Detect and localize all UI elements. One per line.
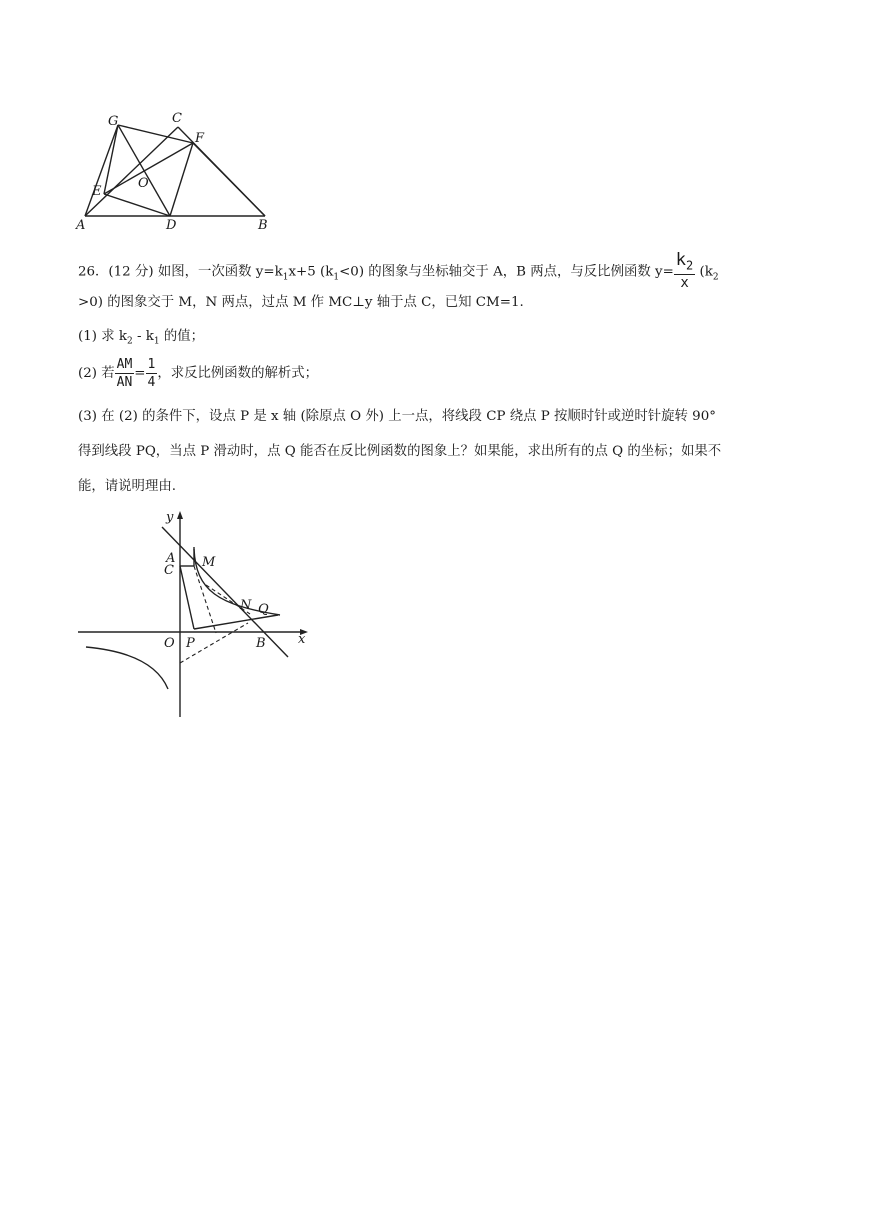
q1-text-a: (1) 求 k (78, 329, 127, 344)
fraction-numerator: k (675, 250, 687, 270)
q2-text-a: (2) 若 (78, 366, 115, 381)
fraction-am: AM (116, 357, 133, 372)
q1-subscript-1: 1 (153, 336, 160, 347)
segment-cp (180, 566, 194, 629)
fraction-four: 4 (147, 375, 156, 390)
q1-text-c: 的值； (159, 329, 205, 344)
line-ab (162, 527, 288, 657)
hyperbola-branch-2 (86, 647, 168, 689)
label-c2: C (164, 563, 174, 578)
question-1 (78, 328, 204, 351)
label-b2: B (256, 636, 266, 651)
fraction-one: 1 (147, 357, 156, 372)
segment-gf (118, 125, 193, 143)
question-3-line-1: (3) 在 (2) 的条件下，设点 P 是 x 轴 (除原点 O 外) 上一点，将线段 CP 绕点 P 按顺时针或逆时针旋转 90° (78, 409, 716, 424)
label-o: O (138, 176, 149, 191)
label-c: C (172, 111, 182, 126)
fraction-numerator-sub: 2 (686, 258, 694, 273)
label-m: M (202, 555, 216, 570)
dashed-m-to-x-axis (194, 566, 216, 633)
segment-cb (178, 127, 265, 216)
subscript-k1-a: 1 (282, 272, 289, 283)
fraction-am-over-an (115, 356, 135, 391)
question-2 (78, 356, 318, 391)
q2-equals: = (134, 366, 146, 381)
label-n: N (240, 598, 252, 613)
label-d: D (166, 218, 177, 233)
label-e: E (92, 184, 102, 199)
label-g: G (108, 114, 119, 129)
line1-text-d: (k (695, 264, 713, 280)
fraction-k2-over-x (674, 252, 695, 292)
label-a2: A (166, 551, 176, 566)
figure1-lines (85, 125, 265, 216)
coordinate-figure-2 (70, 505, 315, 720)
label-o2: O (164, 636, 175, 651)
label-p: P (186, 636, 195, 651)
line1-text-a: 26．(12 分) 如图，一次函数 y=k (78, 264, 283, 280)
problem-line-2: >0) 的图象交于 M，N 两点，过点 M 作 MC⊥y 轴于点 C，已知 CM=1. (78, 295, 524, 310)
y-axis-arrow (177, 511, 183, 519)
q1-subscript-2: 2 (127, 336, 133, 347)
label-q: Q (258, 602, 269, 617)
subscript-k2: 2 (712, 272, 719, 283)
label-x: x (298, 632, 306, 647)
subscript-k1-b: 1 (333, 272, 340, 283)
question-3-line-3: 能，请说明理由. (78, 479, 176, 494)
problem-line-1 (78, 252, 719, 292)
q2-text-b: ，求反比例函数的解析式； (157, 366, 319, 381)
segment-pq (194, 615, 278, 629)
label-f: F (195, 131, 205, 146)
label-b: B (258, 218, 268, 233)
geometry-figure-1 (70, 105, 290, 235)
q1-text-b: - k (132, 329, 154, 344)
line1-text-b: x+5 (k (288, 264, 334, 280)
segment-ag (85, 125, 118, 216)
fraction-an: AN (116, 375, 133, 390)
fraction-denominator: x (680, 275, 689, 292)
question-3-line-2: 得到线段 PQ，当点 P 滑动时，点 Q 能否在反比例函数的图象上？如果能，求出所有的点 Q 的坐标；如果不 (78, 444, 722, 459)
line1-text-c: <0) 的图象与坐标轴交于 A，B 两点，与反比例函数 y= (339, 264, 674, 280)
fraction-1-over-4 (146, 356, 158, 391)
label-y: y (166, 510, 174, 525)
label-a: A (76, 218, 86, 233)
